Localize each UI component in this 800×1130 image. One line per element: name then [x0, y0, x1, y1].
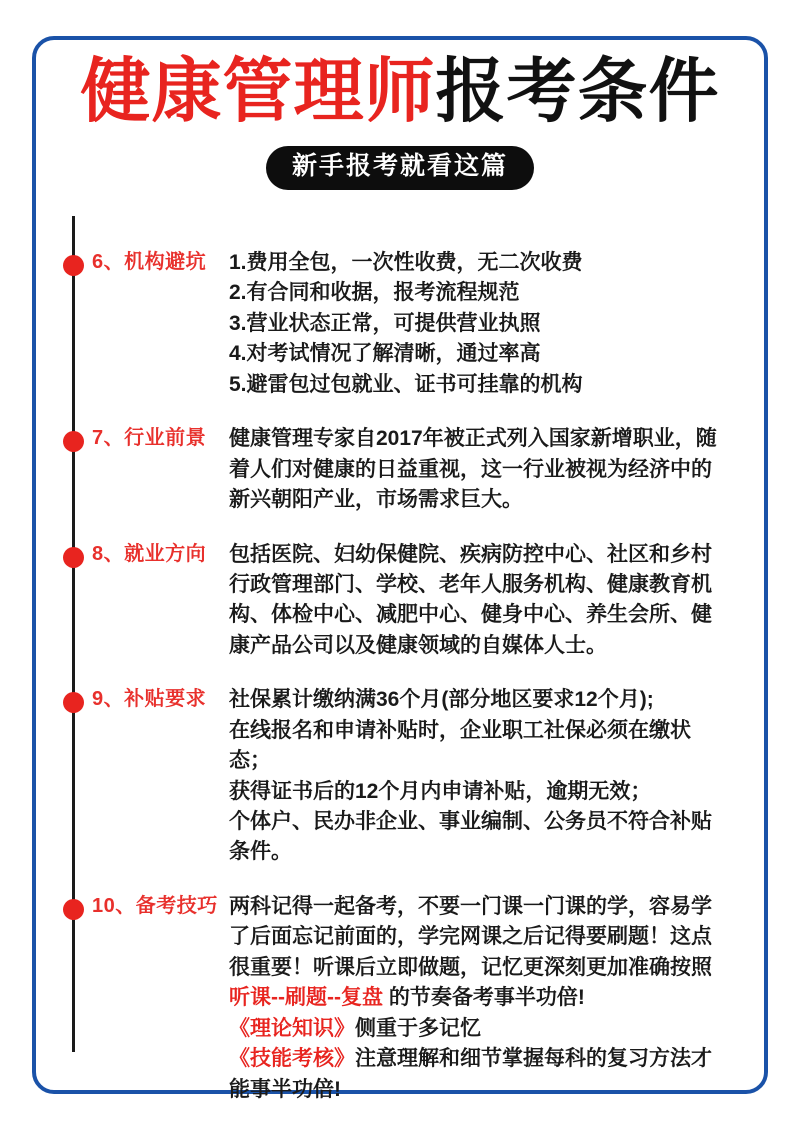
body-line: 着人们对健康的日益重视，这一行业被视为经济中的 — [229, 457, 712, 481]
body-line-mixed — [229, 1044, 764, 1074]
section-9 — [0, 685, 800, 868]
body-line: 4.对考试情况了解清晰，通过率高 — [229, 342, 541, 366]
highlight-theory-book: 《理论知识》 — [229, 1016, 355, 1040]
highlight-skill-book: 《技能考核》 — [229, 1047, 355, 1071]
section-10 — [0, 892, 800, 1105]
timeline-dot-icon — [63, 431, 84, 452]
body-line: 2.有合同和收据，报考流程规范 — [229, 281, 520, 305]
subtitle-row — [36, 146, 764, 190]
body-line: 很重要！听课后立即做题，记忆更深刻更加准确按照 — [229, 955, 712, 979]
section-label-10: 10、备考技巧 — [92, 894, 218, 917]
section-body-8 — [229, 540, 800, 662]
section-body-7 — [229, 424, 800, 515]
body-line: 健康管理专家自2017年被正式列入国家新增职业，随 — [229, 427, 717, 451]
body-line-rest: 的节奏备考事半功倍! — [382, 986, 585, 1010]
body-line: 社保累计缴纳满36个月(部分地区要求12个月); — [229, 688, 654, 712]
body-line: 获得证书后的12个月内申请补贴，逾期无效； — [229, 779, 652, 803]
body-line: 了后面忘记前面的，学完网课之后记得要刷题！这点 — [229, 925, 712, 949]
body-line: 能事半功倍! — [229, 1077, 341, 1101]
section-label-8: 8、就业方向 — [92, 542, 207, 565]
page-title — [36, 52, 764, 130]
body-line-mixed — [229, 1014, 764, 1044]
body-line-mixed — [229, 983, 764, 1013]
body-line: 条件。 — [229, 840, 292, 864]
body-line-rest: 注意理解和细节掌握每科的复习方法才 — [355, 1047, 712, 1071]
body-line: 构、体检中心、减肥中心、健身中心、养生会所、健 — [229, 603, 712, 627]
body-line: 在线报名和申请补贴时，企业职工社保必须在缴状 — [229, 718, 691, 742]
body-line: 行政管理部门、学校、老年人服务机构、健康教育机 — [229, 572, 712, 596]
body-line-rest: 侧重于多记忆 — [355, 1016, 481, 1040]
poster-header — [36, 44, 764, 190]
body-line: 5.避雷包过包就业、证书可挂靠的机构 — [229, 372, 583, 396]
sections-list — [0, 248, 800, 1105]
section-label-7: 7、行业前景 — [92, 427, 207, 450]
body-line: 新兴朝阳产业，市场需求巨大。 — [229, 488, 523, 512]
body-line: 1.费用全包，一次性收费，无二次收费 — [229, 251, 583, 274]
title-dark-part: 报考条件 — [435, 52, 720, 130]
body-line: 康产品公司以及健康领域的自媒体人士。 — [229, 633, 607, 657]
timeline-dot-icon — [63, 899, 84, 920]
section-body-6 — [229, 248, 800, 400]
body-line: 3.营业状态正常，可提供营业执照 — [229, 311, 541, 335]
section-body-9 — [229, 685, 800, 868]
section-7 — [0, 424, 800, 515]
body-line: 个体户、民办非企业、事业编制、公务员不符合补贴 — [229, 810, 712, 833]
subtitle-badge: 新手报考就看这篇 — [266, 146, 534, 190]
body-line: 态； — [229, 749, 271, 773]
title-red-part: 健康管理师 — [80, 52, 436, 130]
section-body-10 — [229, 892, 800, 1105]
section-6 — [0, 248, 800, 400]
body-line: 包括医院、妇幼保健院、疾病防控中心、社区和乡村 — [229, 542, 712, 566]
timeline-dot-icon — [63, 255, 84, 276]
timeline-dot-icon — [63, 547, 84, 568]
section-8 — [0, 540, 800, 662]
highlight-rhythm: 听课--刷题--复盘 — [229, 986, 383, 1010]
timeline-dot-icon — [63, 692, 84, 713]
section-label-9: 9、补贴要求 — [92, 688, 207, 711]
body-line: 两科记得一起备考，不要一门课一门课的学，容易学 — [229, 894, 712, 918]
section-label-6: 6、机构避坑 — [92, 251, 207, 273]
